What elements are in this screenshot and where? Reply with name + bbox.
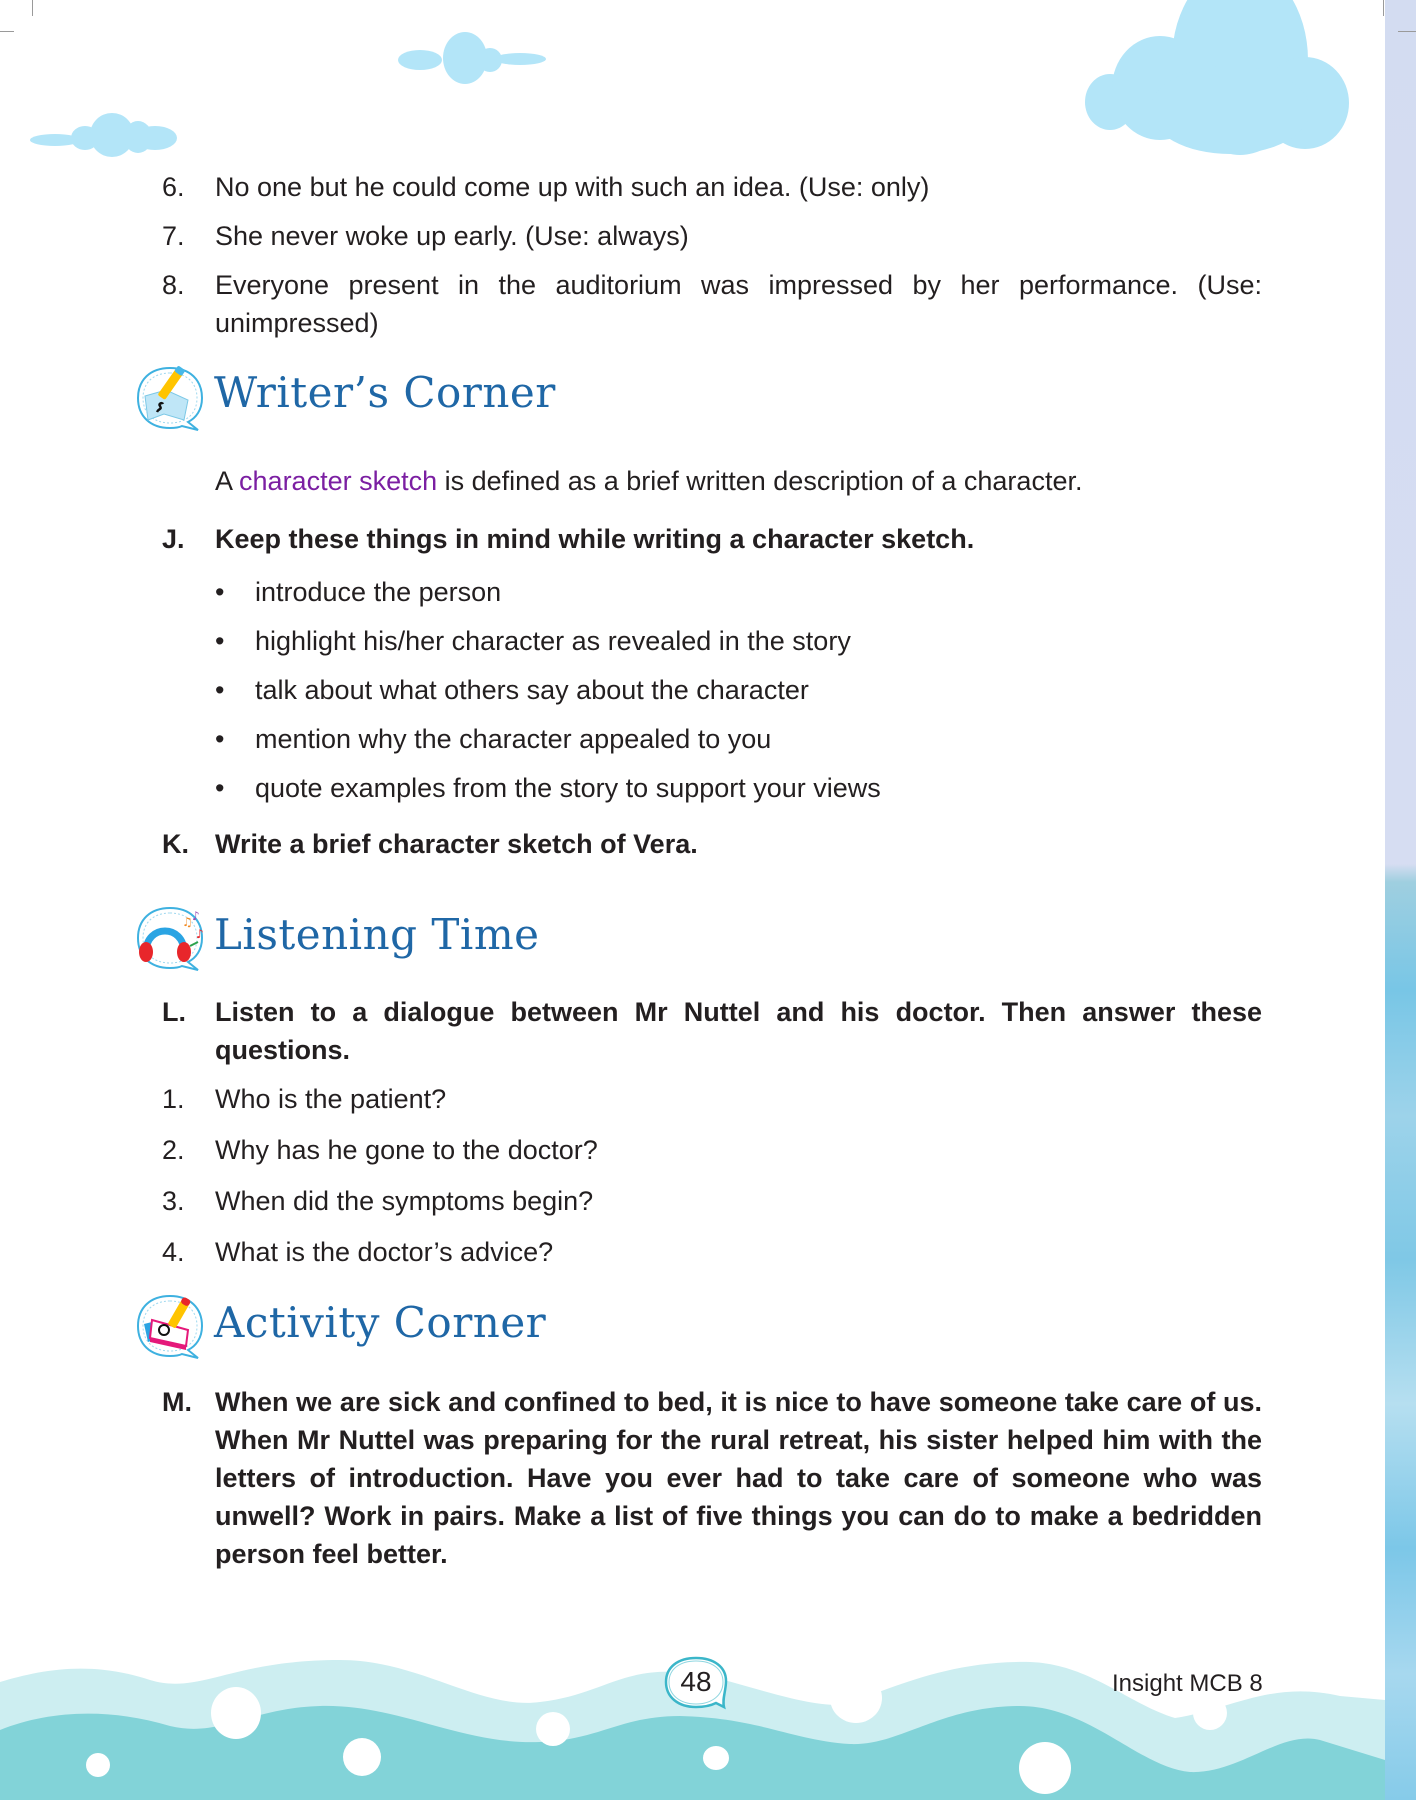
task-label: K. (162, 829, 189, 859)
definition-term: character sketch (239, 466, 438, 496)
section-title: Writer’s Corner (214, 368, 556, 417)
bullet-text: introduce the person (255, 577, 502, 607)
crop-mark (0, 31, 14, 32)
definition-suffix: is defined as a brief written description of a character. (437, 466, 1083, 496)
question-number: 3. (162, 1186, 185, 1216)
exercise-item (162, 217, 1262, 255)
pencil-card-icon (132, 1290, 208, 1366)
bullet-item (215, 720, 1115, 758)
section-title: Listening Time (214, 910, 540, 959)
task-text: When we are sick and confined to bed, it is nice to have someone take care of us. When Mr Nuttel was preparing for the rural retreat, his sister helped him with the letters of introduction. Have you ever had to take care of someone who was unwell? Work in pairs. Make a list of five things you can do to make a bedridden person feel better. (215, 1387, 1262, 1569)
section-title: Activity Corner (214, 1298, 547, 1347)
bullet-text: talk about what others say about the character (255, 675, 809, 705)
item-text: Everyone present in the auditorium was impressed by her performance. (Use: unimpressed) (215, 270, 1262, 338)
task-k (162, 825, 1262, 863)
task-label: J. (162, 524, 185, 554)
question-text: What is the doctor’s advice? (215, 1237, 554, 1267)
page-edge-strip (1385, 0, 1416, 1800)
question-text: When did the symptoms begin? (215, 1186, 594, 1216)
question-text: Who is the patient? (215, 1084, 447, 1114)
bullet-item (215, 622, 1115, 660)
bullet-item (215, 671, 1115, 709)
bullet-icon: • (215, 626, 225, 656)
question-item (162, 1233, 1262, 1271)
svg-text:♫: ♫ (182, 915, 193, 929)
question-number: 4. (162, 1237, 185, 1267)
exercise-item (162, 266, 1262, 342)
definition-prefix: A (215, 466, 240, 496)
bullet-icon: • (215, 724, 225, 754)
crop-mark (32, 0, 33, 16)
definition-text (215, 462, 1262, 500)
task-j (162, 520, 1262, 558)
crop-mark (1398, 31, 1416, 32)
crop-mark (1383, 0, 1384, 16)
item-text: She never woke up early. (Use: always) (215, 221, 689, 251)
section-heading-writers-corner (132, 360, 556, 440)
task-label: M. (162, 1387, 192, 1417)
bullet-item (215, 573, 1115, 611)
task-l (162, 993, 1262, 1069)
definition-line (162, 462, 1262, 500)
exercise-item (162, 168, 1262, 206)
bullet-icon: • (215, 675, 225, 705)
section-heading-listening-time (132, 902, 552, 982)
bullet-text: highlight his/her character as revealed in the story (255, 626, 851, 656)
question-item (162, 1182, 1262, 1220)
question-item (162, 1080, 1262, 1118)
headphones-icon (132, 902, 208, 978)
book-title: Insight MCB 8 (1112, 1670, 1263, 1697)
task-text: Listen to a dialogue between Mr Nuttel and his doctor. Then answer these questions. (215, 997, 1262, 1065)
question-number: 1. (162, 1084, 185, 1114)
svg-text:♪: ♪ (192, 909, 200, 923)
task-text: Keep these things in mind while writing a character sketch. (215, 524, 975, 554)
bullet-icon: • (215, 577, 225, 607)
cloud-large-right (1075, 0, 1350, 160)
item-number: 6. (162, 172, 185, 202)
item-number: 7. (162, 221, 185, 251)
question-number: 2. (162, 1135, 185, 1165)
svg-text:♪: ♪ (196, 927, 204, 941)
section-heading-activity-corner (132, 1290, 552, 1370)
cloud-small-center (390, 30, 560, 90)
task-m (162, 1383, 1262, 1573)
item-text: No one but he could come up with such an idea. (Use: only) (215, 172, 930, 202)
pencil-notebook-icon (132, 360, 208, 436)
page-number: 48 (680, 1666, 712, 1697)
question-text: Why has he gone to the doctor? (215, 1135, 598, 1165)
bullet-text: mention why the character appealed to you (255, 724, 772, 754)
task-label: L. (162, 997, 186, 1027)
item-number: 8. (162, 270, 185, 300)
task-text: Write a brief character sketch of Vera. (215, 829, 698, 859)
bullet-text: quote examples from the story to support your views (255, 773, 881, 803)
bullet-item (215, 769, 1115, 807)
bullet-icon: • (215, 773, 225, 803)
question-item (162, 1131, 1262, 1169)
cloud-small-left (30, 110, 200, 170)
